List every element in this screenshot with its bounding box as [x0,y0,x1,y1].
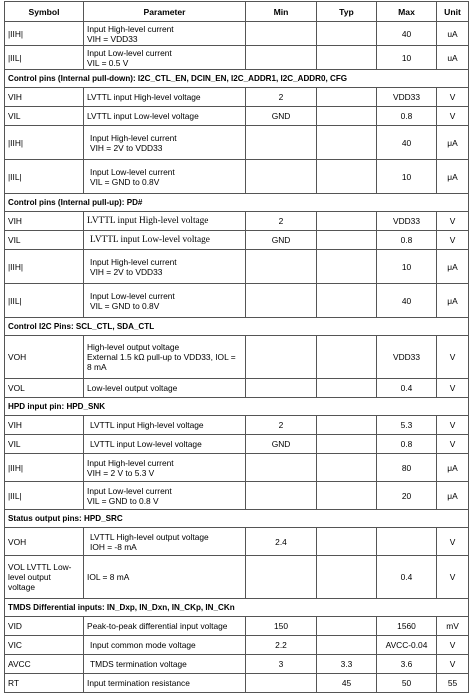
parameter-line: VIH = VDD33 [87,33,138,44]
table-row [5,482,469,510]
unit-cell: 55 [437,674,469,693]
parameter-line: LVTTL input High-level voltage [90,420,204,430]
symbol-cell: VIC [5,636,84,655]
typ-cell [317,284,377,318]
spec-table [4,1,469,693]
parameter-cell [84,22,246,46]
section-heading: Control pins (Internal pull-down): I2C_CTL_EN, DCIN_EN, I2C_ADDR1, I2C_ADDR0, CFG [5,70,469,88]
symbol-cell: RT [5,674,84,693]
table-row [5,435,469,454]
parameter-line: IOH = -8 mA [90,541,137,552]
typ-cell [317,46,377,70]
min-cell [246,284,317,318]
typ-cell [317,250,377,284]
parameter-line: IOL = 8 mA [87,572,130,582]
typ-cell [317,107,377,126]
symbol-cell: VIH [5,212,84,231]
parameter-cell [84,454,246,482]
table-row [5,454,469,482]
table-row [5,231,469,250]
typ-cell [317,617,377,636]
parameter-cell [84,126,246,160]
parameter-cell [84,107,246,126]
parameter-line: VIL = GND to 0.8V [90,176,160,187]
parameter-cell [84,674,246,693]
typ-cell [317,336,377,379]
typ-cell [317,482,377,510]
section-row [5,194,469,212]
section-heading: Status output pins: HPD_SRC [5,510,469,528]
min-cell: 2.2 [246,636,317,655]
parameter-line: LVTTL input Low-level voltage [87,111,199,121]
unit-cell: V [437,88,469,107]
max-cell: 0.8 [377,435,437,454]
parameter-line: Input High-level current [90,256,177,267]
min-cell [246,379,317,398]
max-cell: 40 [377,22,437,46]
symbol-cell: VIH [5,88,84,107]
unit-cell: V [437,336,469,379]
unit-cell: uA [437,22,469,46]
parameter-line: VIL = 0.5 V [87,57,129,68]
parameter-cell [84,482,246,510]
unit-cell: μA [437,250,469,284]
parameter-line: Input High-level current [90,132,177,143]
symbol-cell: VOL LVTTL Low-level output voltage [5,556,84,599]
symbol-cell: VOH [5,528,84,556]
unit-cell: mV [437,617,469,636]
table-row [5,636,469,655]
table-row [5,556,469,599]
min-cell: GND [246,231,317,250]
parameter-line: VIL = GND to 0.8V [90,300,160,311]
section-heading: TMDS Differential inputs: IN_Dxp, IN_Dxn, IN_CKp, IN_CKn [5,599,469,617]
section-row [5,318,469,336]
table-row [5,674,469,693]
typ-cell [317,528,377,556]
min-cell [246,336,317,379]
min-cell [246,160,317,194]
typ-cell [317,160,377,194]
min-cell [246,250,317,284]
parameter-cell [84,46,246,70]
min-cell: 2 [246,416,317,435]
parameter-line: LVTTL High-level output voltage [90,531,209,542]
header-symbol: Symbol [5,2,84,22]
parameter-line: VIH = 2V to VDD33 [90,266,163,277]
table-row [5,250,469,284]
min-cell [246,126,317,160]
unit-cell: V [437,636,469,655]
parameter-line: Low-level output voltage [87,383,178,393]
typ-cell [317,88,377,107]
max-cell: 3.6 [377,655,437,674]
max-cell: 80 [377,454,437,482]
min-cell [246,556,317,599]
symbol-cell: VIH [5,416,84,435]
parameter-cell [84,336,246,379]
table-row [5,160,469,194]
unit-cell: V [437,107,469,126]
symbol-cell: |IIH| [5,454,84,482]
table-row [5,212,469,231]
min-cell: GND [246,435,317,454]
unit-cell: μA [437,126,469,160]
typ-cell [317,454,377,482]
typ-cell [317,231,377,250]
parameter-line: LVTTL input High-level voltage [87,216,209,226]
parameter-line: Peak-to-peak differential input voltage [87,621,228,631]
parameter-line: High-level output voltage [87,342,180,352]
unit-cell: μA [437,454,469,482]
max-cell: 20 [377,482,437,510]
min-cell [246,46,317,70]
unit-cell: V [437,655,469,674]
table-row [5,22,469,46]
unit-cell: μA [437,160,469,194]
min-cell: 2 [246,212,317,231]
parameter-cell [84,416,246,435]
min-cell [246,454,317,482]
min-cell: GND [246,107,317,126]
max-cell [377,528,437,556]
parameter-cell [84,88,246,107]
unit-cell: uA [437,46,469,70]
parameter-line: Input common mode voltage [90,640,196,650]
header-row [5,2,469,22]
section-heading: Control I2C Pins: SCL_CTL, SDA_CTL [5,318,469,336]
symbol-cell: |IIH| [5,250,84,284]
max-cell: AVCC-0.04 [377,636,437,655]
parameter-cell [84,528,246,556]
min-cell [246,482,317,510]
max-cell: VDD33 [377,88,437,107]
header-parameter: Parameter [84,2,246,22]
parameter-line: Input High-level current [87,23,174,34]
max-cell: 10 [377,46,437,70]
parameter-cell [84,636,246,655]
parameter-line: VIL = GND to 0.8 V [87,495,159,506]
parameter-line: Input High-level current [87,457,174,468]
parameter-cell [84,250,246,284]
typ-cell [317,636,377,655]
parameter-cell [84,231,246,250]
table-row [5,416,469,435]
symbol-cell: |IIH| [5,126,84,160]
table-row [5,88,469,107]
min-cell: 150 [246,617,317,636]
parameter-line: Input Low-level current [87,485,172,496]
min-cell: 2 [246,88,317,107]
parameter-line: Input Low-level current [90,166,175,177]
parameter-cell [84,212,246,231]
symbol-cell: |IIL| [5,160,84,194]
parameter-line: Input Low-level current [90,290,175,301]
header-unit: Unit [437,2,469,22]
typ-cell [317,379,377,398]
symbol-cell: VIL [5,435,84,454]
parameter-cell [84,556,246,599]
table-row [5,126,469,160]
table-row [5,46,469,70]
parameter-line: VIH = 2 V to 5.3 V [87,467,155,478]
symbol-cell: VID [5,617,84,636]
table-body [5,22,469,693]
symbol-cell: |IIH| [5,22,84,46]
table-row [5,528,469,556]
symbol-cell: |IIL| [5,482,84,510]
symbol-cell: AVCC [5,655,84,674]
header-min: Min [246,2,317,22]
table-row [5,284,469,318]
table-row [5,617,469,636]
table-row [5,107,469,126]
parameter-line: Input termination resistance [87,678,190,688]
max-cell: 0.4 [377,556,437,599]
max-cell: 40 [377,284,437,318]
section-row [5,510,469,528]
typ-cell [317,556,377,599]
min-cell [246,674,317,693]
min-cell [246,22,317,46]
typ-cell [317,416,377,435]
header-typ: Typ [317,2,377,22]
typ-cell [317,22,377,46]
unit-cell: V [437,231,469,250]
typ-cell: 3.3 [317,655,377,674]
unit-cell: V [437,416,469,435]
symbol-cell: VIL [5,107,84,126]
max-cell: VDD33 [377,212,437,231]
parameter-line: LVTTL input High-level voltage [87,92,201,102]
parameter-line: External 1.5 kΩ pull-up to VDD33, IOL = 8 mA [87,352,236,372]
parameter-cell [84,435,246,454]
parameter-cell [84,284,246,318]
symbol-cell: VOL [5,379,84,398]
max-cell: VDD33 [377,336,437,379]
parameter-cell [84,617,246,636]
max-cell: 1560 [377,617,437,636]
max-cell: 10 [377,250,437,284]
max-cell: 0.8 [377,231,437,250]
min-cell: 2.4 [246,528,317,556]
symbol-cell: VOH [5,336,84,379]
min-cell: 3 [246,655,317,674]
symbol-cell: |IIL| [5,46,84,70]
section-row [5,398,469,416]
table-row [5,655,469,674]
typ-cell [317,435,377,454]
section-heading: HPD input pin: HPD_SNK [5,398,469,416]
unit-cell: μA [437,284,469,318]
max-cell: 10 [377,160,437,194]
typ-cell [317,126,377,160]
section-heading: Control pins (Internal pull-up): PD# [5,194,469,212]
max-cell: 40 [377,126,437,160]
parameter-line: LVTTL input Low-level voltage [90,439,202,449]
parameter-cell [84,379,246,398]
section-row [5,599,469,617]
parameter-line: VIH = 2V to VDD33 [90,142,163,153]
unit-cell: μA [437,482,469,510]
symbol-cell: VIL [5,231,84,250]
parameter-line: LVTTL input Low-level voltage [90,235,210,245]
unit-cell: V [437,556,469,599]
table-row [5,379,469,398]
table-row [5,336,469,379]
unit-cell: V [437,528,469,556]
parameter-cell [84,160,246,194]
max-cell: 0.4 [377,379,437,398]
symbol-cell: |IIL| [5,284,84,318]
parameter-cell [84,655,246,674]
max-cell: 0.8 [377,107,437,126]
typ-cell: 45 [317,674,377,693]
max-cell: 50 [377,674,437,693]
unit-cell: V [437,379,469,398]
header-max: Max [377,2,437,22]
max-cell: 5.3 [377,416,437,435]
unit-cell: V [437,435,469,454]
parameter-line: TMDS termination voltage [90,659,187,669]
section-row [5,70,469,88]
unit-cell: V [437,212,469,231]
parameter-line: Input Low-level current [87,47,172,58]
typ-cell [317,212,377,231]
